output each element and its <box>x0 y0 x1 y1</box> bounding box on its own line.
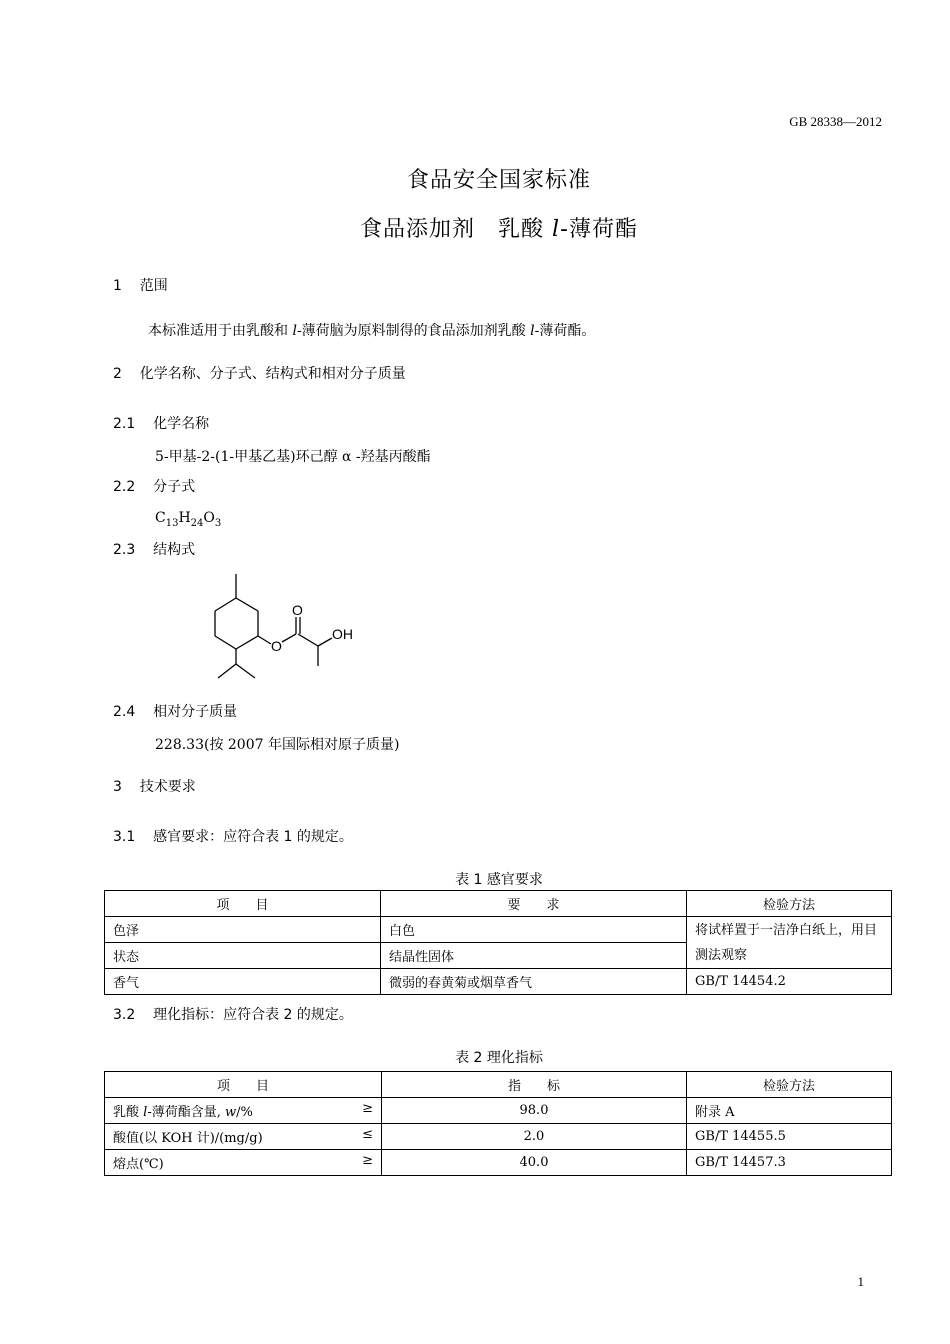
column-header: 项 目 <box>105 891 381 917</box>
column-header: 项 目 <box>105 1072 382 1098</box>
table-header-row <box>105 891 892 917</box>
standard-code: GB 28338—2012 <box>789 114 882 129</box>
section-2-1-heading: 2.1 化学名称 <box>113 416 210 432</box>
table-row <box>105 1150 892 1176</box>
column-header: 检验方法 <box>687 891 892 917</box>
section-3-heading: 3 技术要求 <box>113 779 196 795</box>
table-row <box>105 917 892 943</box>
requirement-cell: 微弱的春黄菊或烟草香气 <box>381 969 687 995</box>
table-2-physicochemical <box>104 1071 892 1176</box>
item-cell: 熔点(℃) ≥ <box>105 1150 382 1176</box>
item-cell: 色泽 <box>105 917 381 943</box>
comparison-operator: ≥ <box>362 1153 373 1168</box>
column-header: 要 求 <box>381 891 687 917</box>
section-2-4-heading: 2.4 相对分子质量 <box>113 704 238 720</box>
comparison-operator: ≤ <box>362 1127 373 1142</box>
section-2-3-heading: 2.3 结构式 <box>113 542 196 558</box>
table-2-caption: 表 2 理化指标 <box>455 1050 543 1066</box>
value-cell: 40.0 <box>382 1150 687 1176</box>
column-header: 检验方法 <box>687 1072 892 1098</box>
table-header-row <box>105 1072 892 1098</box>
comparison-operator: ≥ <box>362 1101 373 1116</box>
item-cell: 状态 <box>105 943 381 969</box>
molecular-mass: 228.33(按 2007 年国际相对原子质量) <box>155 737 400 753</box>
item-cell: 酸值(以 KOH 计)/(mg/g) ≤ <box>105 1124 382 1150</box>
method-cell: GB/T 14455.5 <box>687 1124 892 1150</box>
page-number: 1 <box>857 1274 864 1289</box>
item-cell: 香气 <box>105 969 381 995</box>
section-1-heading: 1 范围 <box>113 278 168 294</box>
value-cell: 98.0 <box>382 1098 687 1124</box>
document-title: 食品安全国家标准 <box>406 168 591 193</box>
document-subtitle: 食品添加剂 乳酸 l-薄荷酯 <box>360 217 638 242</box>
table-row <box>105 969 892 995</box>
structural-formula <box>200 568 370 683</box>
column-header: 指 标 <box>382 1072 687 1098</box>
method-cell: GB/T 14457.3 <box>687 1150 892 1176</box>
item-cell: 乳酸 l-薄荷酯含量, w/% ≥ <box>105 1098 382 1124</box>
carbonyl-oxygen: O <box>292 602 303 618</box>
chemical-name: 5-甲基-2-(1-甲基乙基)环己醇 α -羟基丙酸酯 <box>155 449 431 465</box>
method-cell-merged: 将试样置于一洁净白纸上，用目测法观察 <box>687 917 892 969</box>
section-2-2-heading: 2.2 分子式 <box>113 479 196 495</box>
value-cell: 2.0 <box>382 1124 687 1150</box>
ester-oxygen: O <box>271 638 282 654</box>
molecular-formula: $C_{13}H_{24}O_3$ <box>155 510 222 529</box>
table-row <box>105 1124 892 1150</box>
section-2-heading: 2 化学名称、分子式、结构式和相对分子质量 <box>113 366 406 382</box>
scope-text: 本标准适用于由乳酸和 l-薄荷脑为原料制得的食品添加剂乳酸 l-薄荷酯。 <box>148 323 596 339</box>
section-3-2-heading: 3.2 理化指标：应符合表 2 的规定。 <box>113 1007 353 1023</box>
requirement-cell: 白色 <box>381 917 687 943</box>
table-1-sensory <box>104 890 892 995</box>
table-row <box>105 1098 892 1124</box>
hydroxyl-group: OH <box>332 626 353 642</box>
method-cell: GB/T 14454.2 <box>687 969 892 995</box>
section-3-1-heading: 3.1 感官要求：应符合表 1 的规定。 <box>113 829 353 845</box>
requirement-cell: 结晶性固体 <box>381 943 687 969</box>
table-1-caption: 表 1 感官要求 <box>455 872 543 888</box>
method-cell: 附录 A <box>687 1098 892 1124</box>
